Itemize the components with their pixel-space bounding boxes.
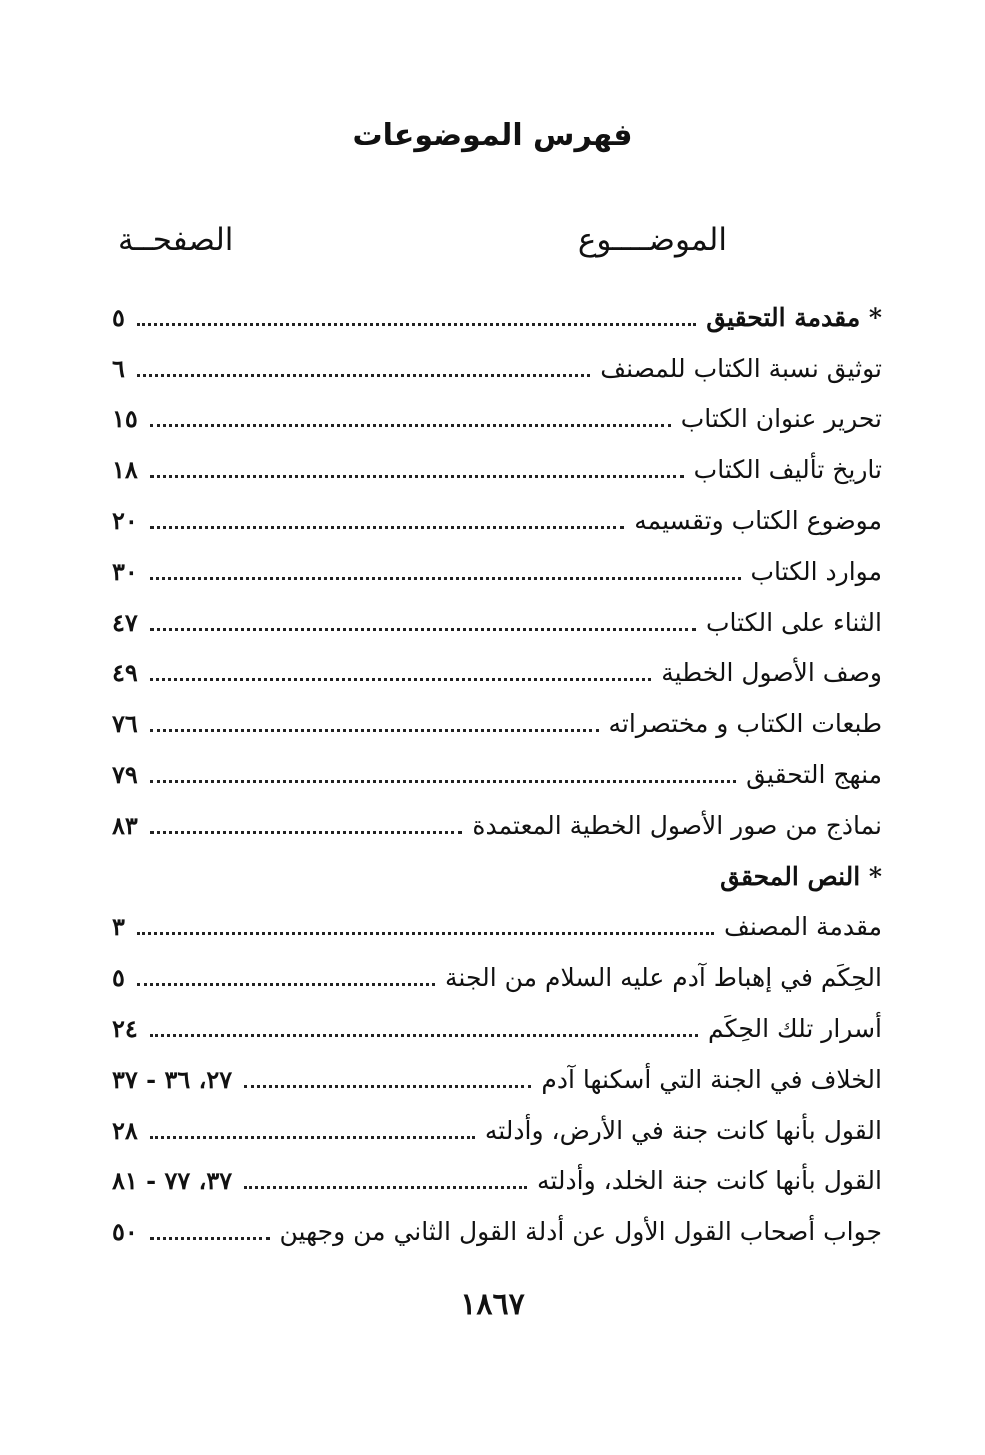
entry-topic: طبعات الكتاب و مختصراته xyxy=(608,709,882,739)
entry-page: ٥ xyxy=(112,302,125,332)
toc-entry xyxy=(112,749,882,800)
toc-entry xyxy=(112,495,882,546)
table-of-contents xyxy=(112,292,882,1257)
leader-dots xyxy=(137,983,435,986)
toc-entry xyxy=(112,292,882,343)
entry-topic: * النص المحقق xyxy=(720,861,882,891)
toc-entry xyxy=(112,1206,882,1257)
entry-topic: القول بأنها كانت جنة الخلد، وأدلته xyxy=(536,1166,882,1196)
leader-dots xyxy=(150,780,736,783)
leader-dots xyxy=(150,729,599,732)
leader-dots xyxy=(150,577,741,580)
leader-dots xyxy=(150,1136,475,1139)
page-number: ١٨٦٧ xyxy=(460,1287,525,1322)
entry-page: ١٨ xyxy=(112,455,138,485)
entry-topic: منهج التحقيق xyxy=(746,760,882,790)
entry-page: ٥ xyxy=(112,963,125,993)
leader-dots xyxy=(150,628,696,631)
toc-entry xyxy=(112,1105,882,1156)
toc-entry xyxy=(112,597,882,648)
toc-entry xyxy=(112,1003,882,1054)
entry-topic: الثناء على الكتاب xyxy=(705,607,882,637)
page-column-header: الصفحــة xyxy=(118,222,234,258)
toc-section-heading xyxy=(112,851,882,902)
entry-page: ٧٦ xyxy=(112,709,138,739)
entry-topic: موارد الكتاب xyxy=(750,556,882,586)
toc-entry xyxy=(112,902,882,953)
entry-topic: جواب أصحاب القول الأول عن أدلة القول الثاني من وجهين xyxy=(279,1217,882,1247)
leader-dots xyxy=(137,932,714,935)
entry-topic: * مقدمة التحقيق xyxy=(706,302,882,332)
entry-page: ٣٧، ٧٧ - ٨١ xyxy=(112,1166,233,1196)
toc-entry xyxy=(112,444,882,495)
entry-topic: تحرير عنوان الكتاب xyxy=(680,404,882,434)
entry-topic: الخلاف في الجنة التي أسكنها آدم xyxy=(541,1064,882,1094)
toc-entry xyxy=(112,698,882,749)
entry-page: ١٥ xyxy=(112,404,138,434)
entry-page: ٣ xyxy=(112,912,125,942)
toc-entry xyxy=(112,648,882,699)
entry-page: ٢٧، ٣٦ - ٣٧ xyxy=(112,1064,233,1094)
leader-dots xyxy=(150,678,651,681)
leader-dots xyxy=(150,526,625,529)
entry-topic: القول بأنها كانت جنة في الأرض، وأدلته xyxy=(484,1115,882,1145)
entry-topic: توثيق نسبة الكتاب للمصنف xyxy=(600,353,882,383)
leader-dots xyxy=(137,323,696,326)
leader-dots xyxy=(150,1034,698,1037)
entry-page: ٦ xyxy=(112,353,125,383)
entry-topic: أسرار تلك الحِكَم xyxy=(707,1014,882,1044)
leader-dots xyxy=(244,1085,531,1088)
leader-dots xyxy=(244,1186,527,1189)
entry-page: ٥٠ xyxy=(112,1217,138,1247)
toc-entry xyxy=(112,1156,882,1207)
leader-dots xyxy=(150,424,671,427)
entry-topic: الحِكَم في إهباط آدم عليه السلام من الجنة xyxy=(445,963,882,993)
entry-page: ٧٩ xyxy=(112,760,138,790)
entry-page: ٢٠ xyxy=(112,506,138,536)
entry-page: ٨٣ xyxy=(112,810,138,840)
toc-entry xyxy=(112,343,882,394)
entry-page: ٢٤ xyxy=(112,1014,138,1044)
leader-dots xyxy=(150,1237,270,1240)
entry-page: ٤٧ xyxy=(112,607,138,637)
entry-topic: موضوع الكتاب وتقسيمه xyxy=(634,506,882,536)
entry-topic: مقدمة المصنف xyxy=(723,912,882,942)
toc-entry xyxy=(112,546,882,597)
toc-entry xyxy=(112,952,882,1003)
entry-topic: تاريخ تأليف الكتاب xyxy=(693,455,882,485)
topic-column-header: الموضــــوع xyxy=(577,222,727,258)
leader-dots xyxy=(150,475,684,478)
toc-entry xyxy=(112,1054,882,1105)
leader-dots xyxy=(150,831,463,834)
entry-topic: نماذج من صور الأصول الخطية المعتمدة xyxy=(472,810,882,840)
entry-topic: وصف الأصول الخطية xyxy=(661,658,882,688)
leader-dots xyxy=(137,374,590,377)
entry-page: ٤٩ xyxy=(112,658,138,688)
toc-entry xyxy=(112,800,882,851)
toc-entry xyxy=(112,394,882,445)
page-title: فهرس الموضوعات xyxy=(352,118,633,153)
entry-page: ٣٠ xyxy=(112,556,138,586)
entry-page: ٢٨ xyxy=(112,1115,138,1145)
